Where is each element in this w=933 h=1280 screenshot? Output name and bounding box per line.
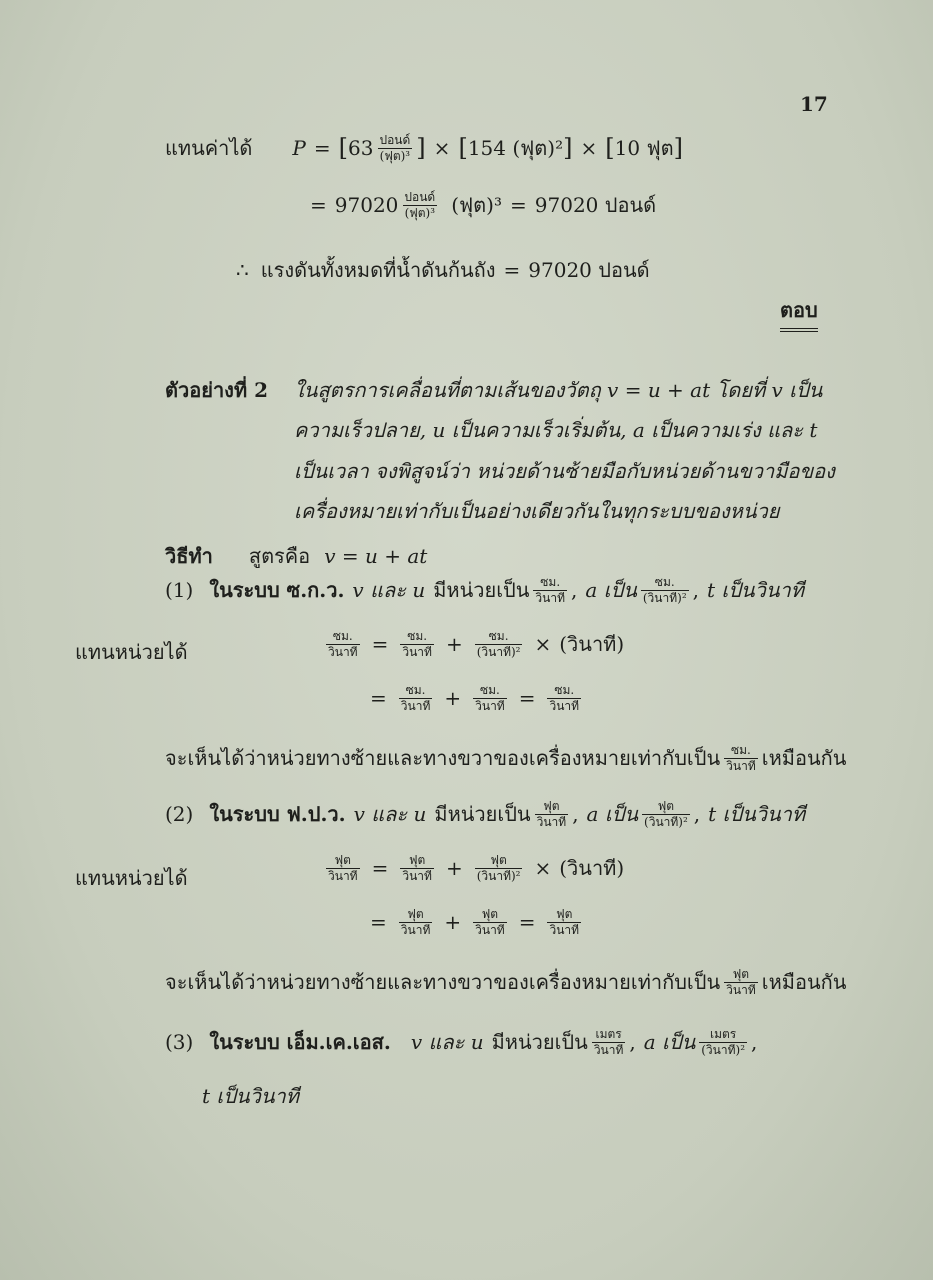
bracket-close: ] bbox=[673, 134, 683, 162]
mks-intro-line bbox=[165, 1026, 757, 1058]
result-value: 97020 bbox=[334, 193, 399, 217]
fraction-denominator: วินาที bbox=[536, 814, 567, 829]
substitution-label: แทนค่าได้ bbox=[165, 136, 253, 160]
velocity-unit-fraction bbox=[533, 576, 567, 604]
time-text: t เป็นวินาที bbox=[706, 578, 804, 602]
time-text: t เป็นวินาที bbox=[708, 802, 806, 826]
fraction-numerator: ฟุต bbox=[409, 852, 426, 867]
fraction-numerator: ซม. bbox=[554, 683, 575, 697]
comma: , bbox=[751, 1030, 758, 1054]
have-unit-text: มีหน่วยเป็น bbox=[434, 802, 531, 826]
fraction-numerator: ฟุต bbox=[732, 966, 750, 981]
unit-fraction bbox=[399, 908, 433, 936]
variables: v และ u bbox=[353, 802, 427, 826]
example-text-line: เครื่องหมายเท่ากับเป็นอย่างเดียวกันในทุกระบบของหน่วย bbox=[294, 499, 780, 523]
times-sign: × bbox=[534, 856, 552, 880]
fraction-numerator: ฟุต bbox=[657, 798, 675, 813]
equals-sign: = bbox=[310, 193, 327, 217]
conclusion-line bbox=[236, 254, 650, 286]
fraction-denominator: วินาที bbox=[593, 1042, 624, 1057]
acceleration-text: a เป็น bbox=[643, 1030, 696, 1054]
pressure-symbol: P bbox=[292, 136, 306, 160]
unit-fraction bbox=[724, 968, 758, 996]
solution-label: วิธีทำ bbox=[165, 544, 213, 568]
volume-unit: (ฟุต)³ bbox=[451, 193, 502, 217]
fraction-denominator: (วินาที)² bbox=[642, 590, 687, 605]
fraction-denominator: วินาที bbox=[549, 698, 580, 713]
conclusion-suffix: เหมือนกัน bbox=[761, 746, 847, 770]
therefore-symbol: ∴ bbox=[236, 258, 249, 282]
times-sign: × bbox=[580, 136, 598, 160]
acceleration-unit-fraction bbox=[699, 1028, 747, 1056]
item-number: (3) bbox=[165, 1030, 194, 1054]
example-text-line: เป็นเวลา จงพิสูจน์ว่า หน่วยด้านซ้ายมือกับหน่วยด้านขวามือของ bbox=[294, 459, 835, 483]
item-number: (1) bbox=[165, 578, 194, 602]
have-unit-text: มีหน่วยเป็น bbox=[433, 578, 530, 602]
equals-sign: = bbox=[370, 686, 387, 711]
fraction-denominator: วินาที bbox=[402, 644, 432, 659]
time-unit: (วินาที) bbox=[559, 632, 625, 656]
velocity-unit-fraction bbox=[535, 800, 569, 828]
unit-fraction bbox=[473, 908, 507, 936]
equals-sign: = bbox=[371, 632, 389, 656]
equals-sign: = bbox=[370, 910, 387, 935]
velocity-unit-fraction bbox=[592, 1028, 626, 1056]
comma: , bbox=[629, 1030, 636, 1054]
system-name: ในระบบ ฟ.ป.ว. bbox=[209, 802, 346, 826]
fraction-denominator: (วินาที)² bbox=[701, 1042, 746, 1057]
density-value: 63 bbox=[348, 136, 374, 160]
plus-sign: + bbox=[445, 632, 463, 656]
fraction-denominator: วินาที bbox=[475, 698, 505, 713]
fraction-numerator: เมตร bbox=[595, 1026, 622, 1041]
acceleration-unit-fraction bbox=[641, 576, 689, 604]
fps-equation-2 bbox=[362, 908, 585, 936]
fraction-denominator: (วินาที)² bbox=[644, 814, 688, 829]
times-sign: × bbox=[534, 632, 552, 656]
mks-time-line: t เป็นวินาที bbox=[202, 1084, 299, 1108]
comma: , bbox=[693, 802, 701, 826]
fps-intro-line bbox=[165, 798, 805, 830]
fraction-numerator: ซม. bbox=[405, 683, 426, 697]
fraction-denominator: วินาที bbox=[328, 644, 358, 659]
unit-fraction bbox=[400, 630, 434, 658]
equals-sign: = bbox=[313, 136, 331, 160]
equals-sign: = bbox=[371, 856, 389, 880]
equals-sign: = bbox=[518, 686, 536, 711]
unit-fraction bbox=[399, 684, 433, 712]
fraction-numerator: ซม. bbox=[654, 574, 675, 589]
fraction-denominator: (ฟุต)³ bbox=[379, 148, 411, 163]
conclusion-text: แรงดันทั้งหมดที่น้ำดันก้นถัง bbox=[260, 258, 496, 282]
formula-prefix: สูตรคือ bbox=[248, 544, 311, 568]
have-unit-text: มีหน่วยเป็น bbox=[491, 1030, 588, 1054]
fraction-numerator: ฟุต bbox=[556, 907, 573, 921]
substitute-units-label: แทนหน่วยได้ bbox=[75, 640, 188, 664]
unit-fraction bbox=[547, 684, 581, 712]
variables: v และ u bbox=[410, 1030, 484, 1054]
substitute-units-label: แทนหน่วยได้ bbox=[75, 866, 188, 890]
variables: v และ u bbox=[352, 578, 426, 602]
cgs-equation-2 bbox=[362, 684, 585, 712]
fraction-numerator: ซม. bbox=[488, 628, 509, 643]
fraction-denominator: วินาที bbox=[400, 922, 431, 937]
acceleration-unit-fraction bbox=[642, 800, 690, 828]
fraction-denominator: วินาที bbox=[402, 868, 432, 883]
plus-sign: + bbox=[444, 910, 462, 935]
fraction-numerator: ซม. bbox=[540, 574, 561, 589]
conclusion-suffix: เหมือนกัน bbox=[761, 970, 847, 994]
item-number: (2) bbox=[165, 802, 194, 826]
system-name: ในระบบ ซ.ก.ว. bbox=[209, 578, 345, 602]
result-unit-fraction bbox=[402, 191, 437, 219]
unit-fraction bbox=[724, 744, 758, 772]
comma: , bbox=[572, 802, 579, 826]
fraction-denominator: (วินาที)² bbox=[476, 868, 521, 883]
bracket-open: [ bbox=[458, 134, 468, 162]
fraction-numerator: ฟุต bbox=[407, 907, 424, 921]
example-text-line: ความเร็วปลาย, u เป็นความเร็วเริ่มต้น, a เป็นความเร่ง และ t bbox=[294, 418, 818, 442]
plus-sign: + bbox=[445, 856, 463, 880]
fraction-denominator: วินาที bbox=[549, 922, 580, 937]
conclusion-text: จะเห็นได้ว่าหน่วยทางซ้ายและทางขวาของเครื่องหมายเท่ากับเป็น bbox=[165, 970, 721, 994]
acceleration-text: a เป็น bbox=[586, 802, 639, 826]
fps-conclusion bbox=[165, 966, 846, 998]
unit-fraction bbox=[326, 630, 360, 658]
fraction-numerator: ปอนด์ bbox=[404, 189, 436, 204]
fraction-denominator: วินาที bbox=[726, 758, 756, 773]
comma: , bbox=[571, 578, 578, 602]
bracket-open: [ bbox=[605, 134, 615, 162]
cgs-intro-line bbox=[165, 574, 804, 606]
fraction-denominator: (ฟุต)³ bbox=[404, 205, 436, 220]
fraction-numerator: ฟุต bbox=[481, 907, 499, 921]
bracket-close: ] bbox=[416, 134, 426, 162]
unit-fraction bbox=[400, 854, 434, 882]
fraction-denominator: วินาที bbox=[328, 868, 358, 883]
example-text-line: ในสูตรการเคลื่อนที่ตามเส้นของวัตถุ v = u + at โดยที่ v เป็น bbox=[294, 378, 823, 402]
comma: , bbox=[692, 578, 699, 602]
fraction-denominator: วินาที bbox=[726, 982, 756, 997]
time-unit: (วินาที) bbox=[559, 856, 625, 880]
equals-sign: = bbox=[518, 910, 536, 935]
solution-line bbox=[165, 540, 427, 572]
bracket-open: [ bbox=[338, 134, 349, 162]
bracket-close: ] bbox=[563, 134, 573, 162]
fraction-denominator: วินาที bbox=[535, 590, 566, 605]
fraction-numerator: ซม. bbox=[332, 628, 353, 643]
equals-sign: = bbox=[510, 193, 527, 217]
fraction-numerator: ซม. bbox=[731, 742, 751, 757]
fraction-numerator: ฟุต bbox=[334, 852, 351, 867]
result-total: 97020 ปอนด์ bbox=[534, 193, 657, 217]
fraction-numerator: ซม. bbox=[407, 628, 428, 643]
fraction-numerator: ฟุต bbox=[490, 852, 507, 867]
substitution-line bbox=[165, 132, 683, 164]
fraction-numerator: เมตร bbox=[710, 1026, 737, 1041]
unit-fraction bbox=[326, 854, 360, 882]
unit-fraction bbox=[547, 908, 581, 936]
fraction-numerator: ฟุต bbox=[543, 798, 560, 813]
density-unit-fraction bbox=[377, 134, 412, 162]
fps-equation-1 bbox=[322, 852, 624, 884]
plus-sign: + bbox=[444, 686, 462, 711]
times-sign: × bbox=[433, 136, 451, 160]
unit-fraction bbox=[475, 854, 523, 882]
equals-sign: = bbox=[503, 258, 521, 282]
conclusion-text: จะเห็นได้ว่าหน่วยทางซ้ายและทางขวาของเครื่องหมายเท่ากับเป็น bbox=[165, 746, 721, 770]
result-line bbox=[302, 189, 656, 221]
area-value: 154 (ฟุต)² bbox=[467, 136, 564, 160]
example-label: ตัวอย่างที่ 2 bbox=[165, 378, 269, 402]
system-name: ในระบบ เอ็ม.เค.เอส. bbox=[209, 1030, 391, 1054]
cgs-conclusion bbox=[165, 742, 846, 774]
unit-fraction bbox=[475, 630, 523, 658]
page-number: 17 bbox=[800, 92, 828, 116]
answer-label: ตอบ bbox=[780, 294, 818, 332]
fraction-numerator: ปอนด์ bbox=[379, 132, 411, 147]
fraction-numerator: ซม. bbox=[479, 683, 500, 697]
fraction-denominator: วินาที bbox=[475, 922, 505, 937]
height-value: 10 ฟุต bbox=[614, 136, 674, 160]
fraction-denominator: วินาที bbox=[400, 698, 431, 713]
acceleration-text: a เป็น bbox=[585, 578, 637, 602]
cgs-equation-1 bbox=[322, 628, 624, 660]
fraction-denominator: (วินาที)² bbox=[476, 644, 521, 659]
formula: v = u + at bbox=[324, 544, 428, 568]
unit-fraction bbox=[473, 684, 507, 712]
conclusion-result: 97020 ปอนด์ bbox=[528, 258, 650, 282]
